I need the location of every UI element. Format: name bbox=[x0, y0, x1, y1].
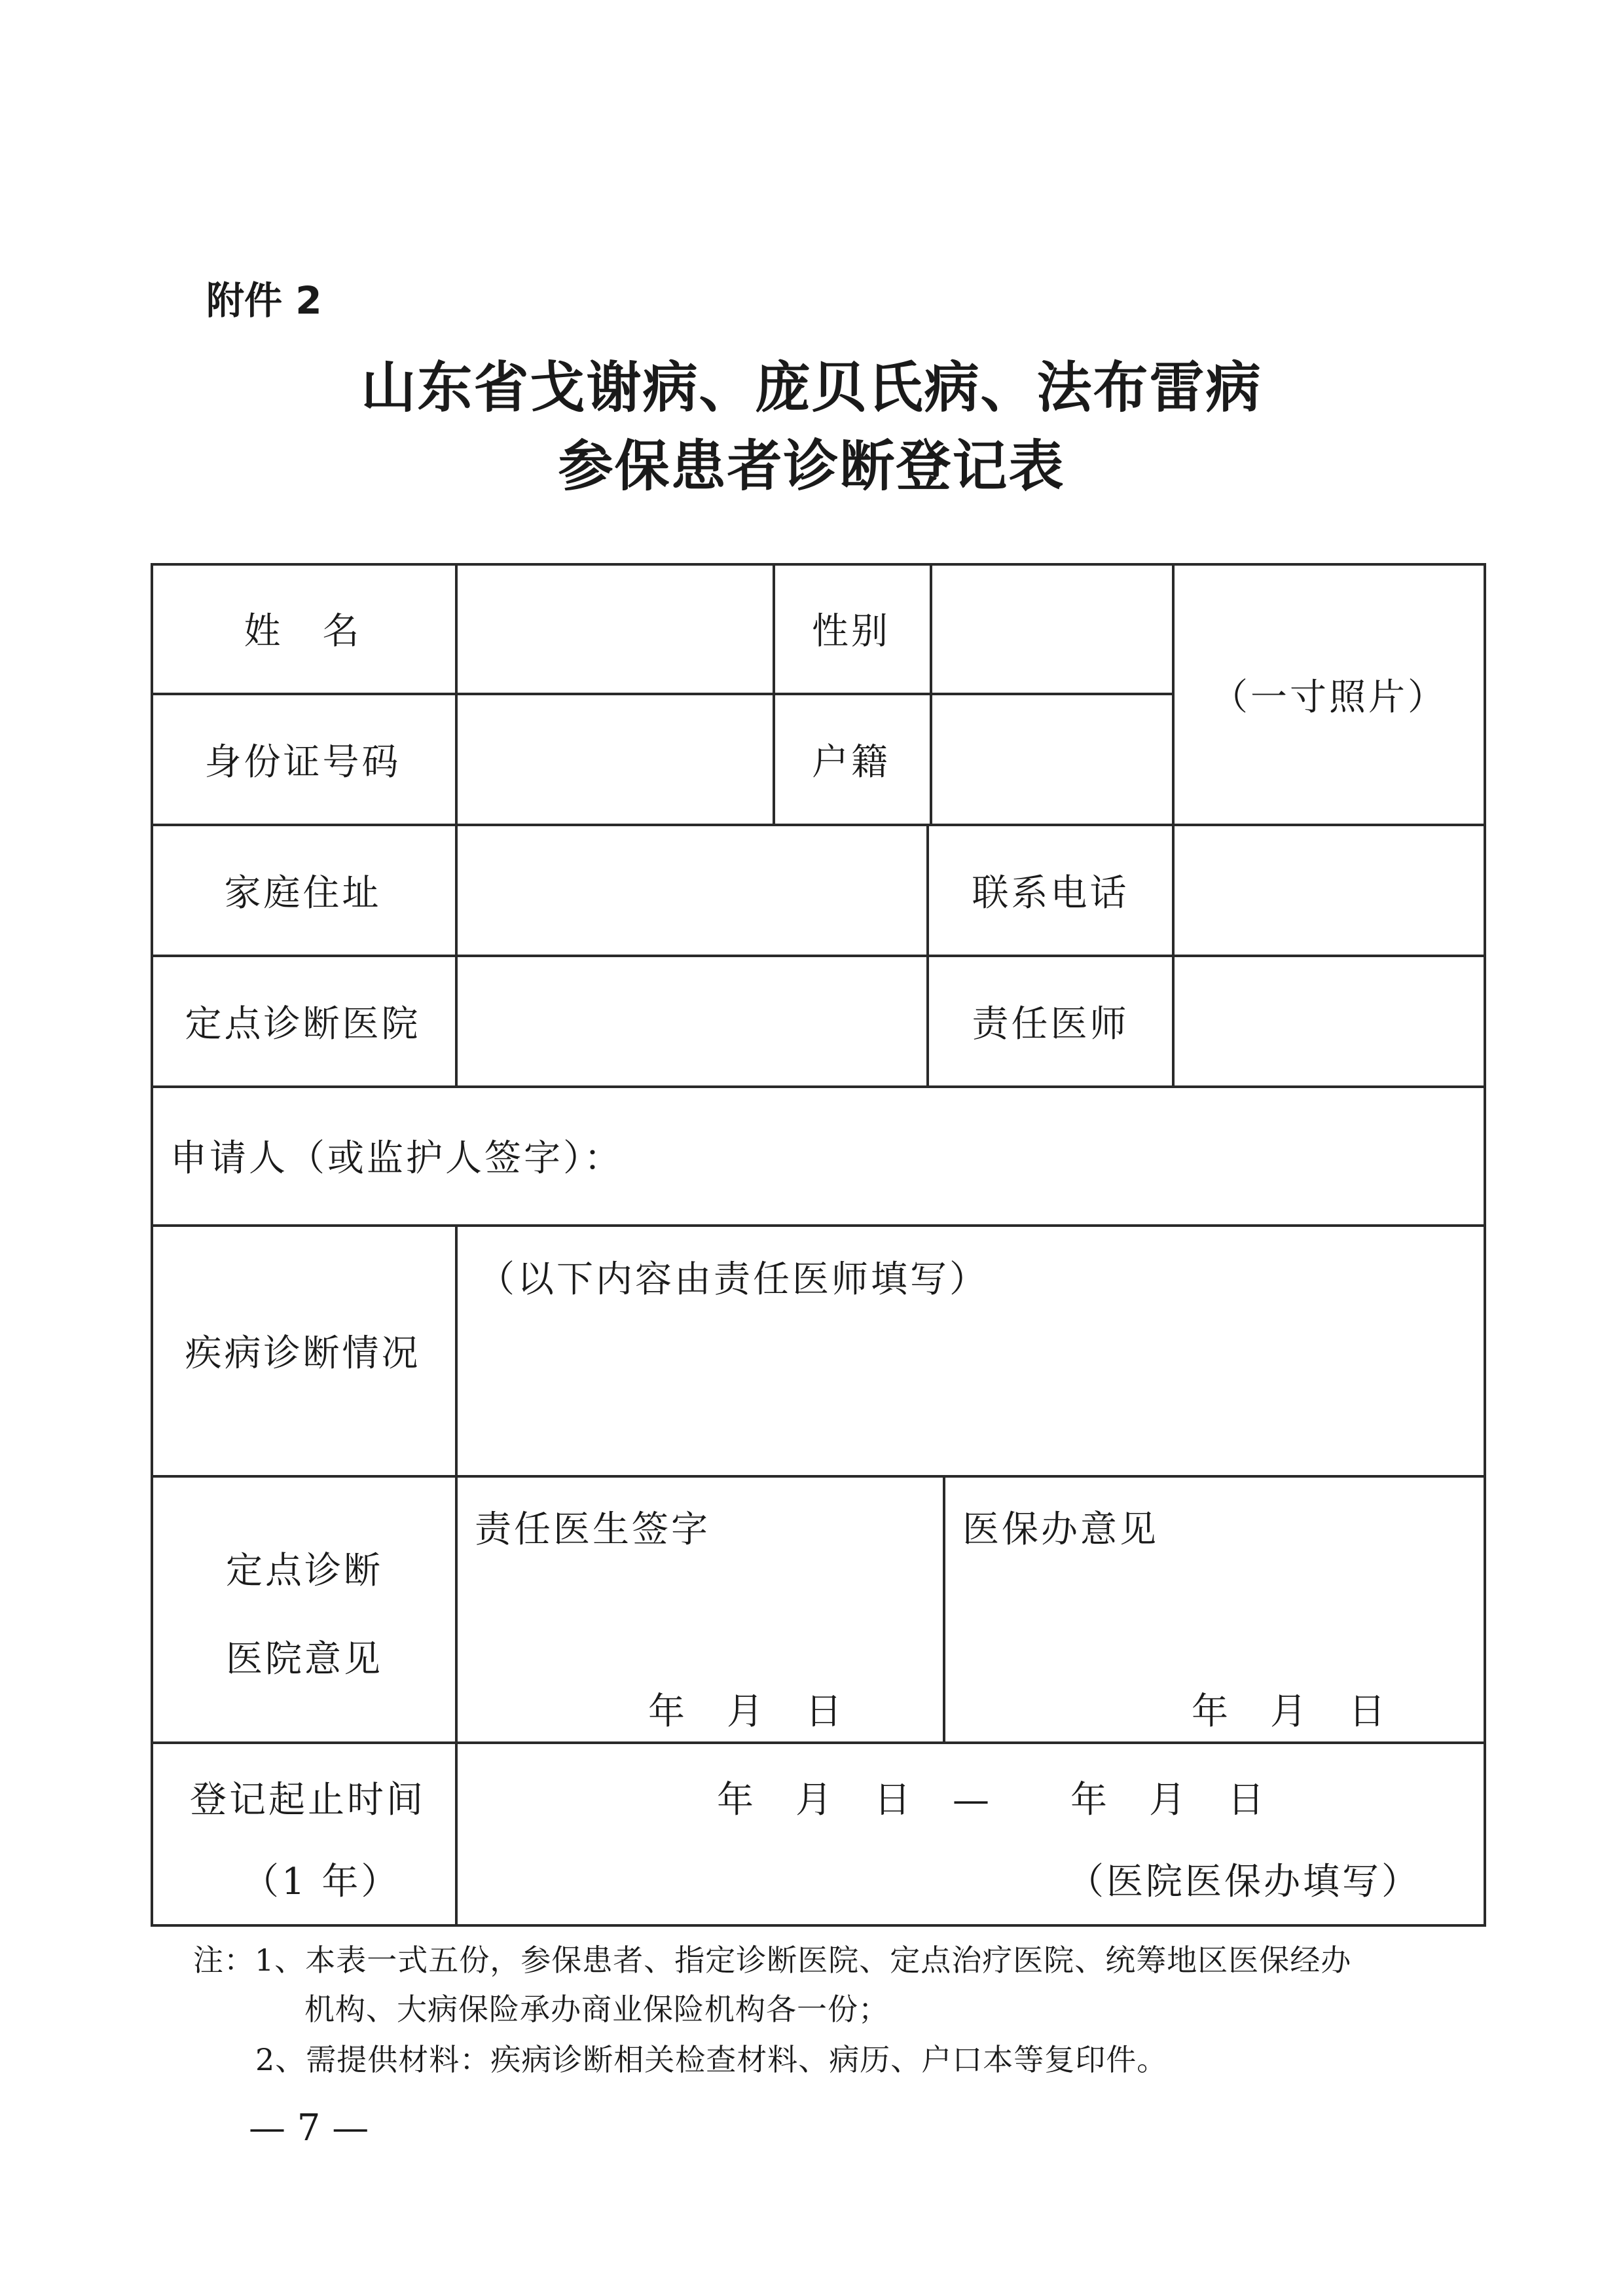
insurance-office-opinion-label[interactable]: 医保办意见 bbox=[962, 1508, 1159, 1551]
phone-label: 联系电话 bbox=[972, 872, 1129, 915]
note-line2: 机构、大病保险承办商业保险机构各一份； bbox=[304, 1992, 889, 2027]
name-field[interactable] bbox=[458, 564, 772, 693]
note-line1: 注：1、本表一式五份，参保患者、指定诊断医院、定点治疗医院、统筹地区医保经办 bbox=[193, 1942, 1352, 1978]
period-label-line2: （1 年） bbox=[242, 1861, 401, 1903]
table-rule bbox=[151, 1475, 1486, 1478]
id-number-label: 身份证号码 bbox=[204, 741, 401, 784]
applicant-signature-label[interactable]: 申请人（或监护人签字）： bbox=[170, 1137, 623, 1180]
phone-field[interactable] bbox=[1175, 826, 1484, 955]
opinion-label-line1: 定点诊断 bbox=[226, 1550, 383, 1592]
period-dates-field[interactable]: 年 月 日 — 年 月 日 bbox=[717, 1779, 1267, 1821]
hospital-field[interactable] bbox=[458, 957, 925, 1085]
table-rule bbox=[151, 1741, 1486, 1744]
huji-field[interactable] bbox=[932, 695, 1171, 824]
gender-field[interactable] bbox=[932, 564, 1171, 693]
table-border-right bbox=[1484, 563, 1486, 1927]
form-title-line2: 参保患者诊断登记表 bbox=[558, 433, 1065, 498]
address-label: 家庭住址 bbox=[224, 872, 382, 915]
address-field[interactable] bbox=[458, 826, 925, 955]
doctor-signature-label[interactable]: 责任医生签字 bbox=[475, 1508, 710, 1551]
doctor-label: 责任医师 bbox=[972, 1003, 1129, 1046]
gender-label: 性别 bbox=[812, 610, 890, 653]
page-number: — 7 — bbox=[249, 2107, 369, 2149]
diagnosis-hint: （以下内容由责任医师填写） bbox=[478, 1258, 989, 1301]
huji-label: 户籍 bbox=[812, 741, 890, 784]
hospital-label: 定点诊断医院 bbox=[185, 1003, 421, 1046]
period-label-line1: 登记起止时间 bbox=[190, 1779, 426, 1821]
id-number-field[interactable] bbox=[458, 695, 772, 824]
diagnosis-field[interactable] bbox=[458, 1303, 1484, 1473]
doctor-signature-date[interactable]: 年 月 日 bbox=[648, 1690, 845, 1733]
opinion-label-line2: 医院意见 bbox=[226, 1638, 383, 1681]
registration-form-table bbox=[151, 563, 1486, 1927]
period-hint: （医院医保办填写） bbox=[1067, 1861, 1421, 1903]
table-rule bbox=[943, 1475, 945, 1743]
name-label: 姓 名 bbox=[244, 610, 362, 653]
attachment-label: 附件 2 bbox=[206, 278, 322, 323]
form-title-line1: 山东省戈谢病、庞贝氏病、法布雷病 bbox=[361, 355, 1262, 420]
doctor-field[interactable] bbox=[1175, 957, 1484, 1085]
photo-placeholder[interactable]: （一寸照片） bbox=[1211, 676, 1447, 719]
note-line3: 2、需提供材料：疾病诊断相关检查材料、病历、户口本等复印件。 bbox=[255, 2042, 1168, 2077]
table-border-bottom bbox=[151, 1924, 1486, 1927]
insurance-office-date[interactable]: 年 月 日 bbox=[1192, 1690, 1388, 1733]
diagnosis-label: 疾病诊断情况 bbox=[185, 1332, 421, 1375]
